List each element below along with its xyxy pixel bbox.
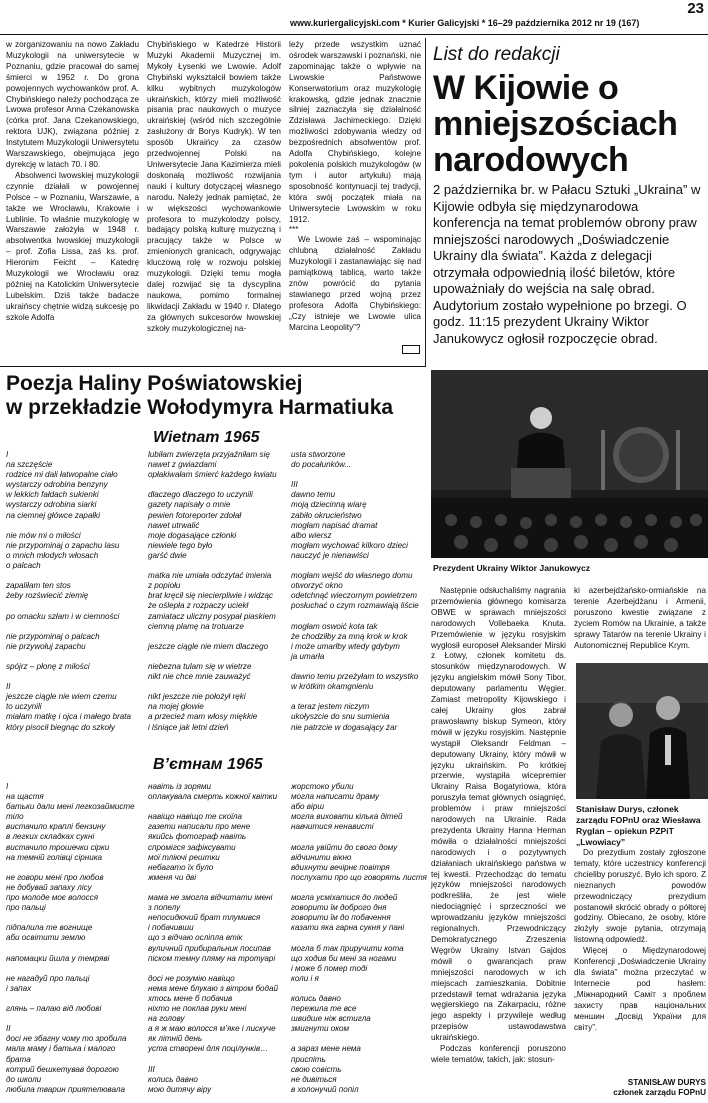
page-number: 23 <box>687 0 704 17</box>
paragraph: Następnie odsłuchaliśmy nagrania przemówienia głównego komisarza OBWE w sprawach mniejszości narodowych Vollebaeka Knuta. Przemówienie w języku rosyjskim wygłosił europoseł Aleksander Mirski z Łotwy, członek komitetu ds. stosunków międzynarodowych. W języku angielskim mówił Sony Tibor, deputowany parlamentu Węgier. Zamiast metropolity Kijowskiego i całej Ukrainy głos zabrał prawosławny biskup Symeon, który mówił w języku rosyjskim. Następnie wystąpił Oleksandr Feldman – deputowany Ukrainy, który mówił w języku ukraińskim. Po krótkiej przerwie, wystąpiła wicepremier Ukrainy Raisa Bogatyriowa, która poruszyła temat głównych osiągnięć, problemów i praw mniejszości narodowych na Ukrainie. Rada prezydenta Ukrainy Hanna Herman mówiła o działalności mniejszości narodowych i o pozytywnych działaniach ukraińskiego państwa w tej kwestii. Przechodząc do tematu języków mniejszości narodowych podkreśliła, że jest wiele niedociągnięć i sprzeczności we wprowadzaniu języków mniejszości regionalnych. Przewodniczący Demokratycznego Zrzeszenia Węgrów Ukrainy Istvan Gajdos mówił o gwarancjach praw mniejszości narodowych w ich miejscach zamieszkania. Dobitnie przedstawił temat wdrażania języka węgierskiego na Zakarpaciu, różne jego aspekty i przywileje według przepisów ustawodawstwa ukraińskiego. <box>431 586 566 1043</box>
letters-headline: W Kijowie o mniejszościach narodowych <box>433 69 678 179</box>
article-column-2 <box>147 40 281 334</box>
paragraph: We Lwowie zaś – wspominając chlubną działalność Zakładu Muzykologii i zastanawiając się nad pamiątkową tablicą, warto także znów powrócić do pytania stawianego przed wojną przez profesora Adolfa Chybińskiego: „Czy istnieje we Lwowie ulica Marcina Leopolity”? <box>289 235 421 332</box>
poem-polish-column-1: I na szczęście rodzice mi dali łatwopalne ciało wystarczy odrobina benzyny w lekkich fałdach sukienki wystarczy odrobina siarki na ciemnej główce zapałki nie mów mi o miłości nie przypominaj o zapachu lasu o mnich młodych włosach o palcach zapaliłam ten stos żeby rozświecić ziemię po omacku szłam i w ciemności nie przypominaj o palcach nie przywołuj zapachu spójrz – płonę z miłości II jeszcze ciągle nie wiem czemu to uczynili miałam matkę i ojca i małego brata który pisocił biegnąc do szkoły <box>6 450 132 732</box>
section-kicker: List do redakcji <box>433 44 560 65</box>
paragraph: Absolwenci lwowskiej muzykologii czynnie działali w powojennej Polsce – w Poznaniu, Warszawie, a także we Wrocławiu, Krakowie i Lublinie. To właśnie muzykologię w Warszawie założyła w 1948 r. absolwentka lwowskiej muzykologii – prof. Zofia Lissa, zaś ks. prof. Hieronim Feicht – Katedrę Muzykologii we Wrocławiu oraz później na Katolickim Uniwersytecie Lubelskim. Dziś także badacze ukraińscy chętnie widzą sukcesję po szkole Adolfa <box>6 170 139 322</box>
letters-body-column-2b <box>574 848 706 1033</box>
photo-delegates <box>576 663 708 799</box>
poem-polish-column-2: lubiłam zwierzęta przyjaźniłam się nawet z gwiazdami opłakiwałam śmierć każdego kwiatu dlaczego dlaczego to uczynili gazety napisały o mnie pewien fotoreporter zdołał nawet utrwalić moje dogasające członki niewiele tego było garść dwie matka nie umiała odczytać imienia z popiołu brat kręcił się niecierpliwie i widząc że oślepła z rozpaczy uciekł zamiatacz uliczny posypał piaskiem ciemną plamę na trotuarze jeszcze ciągle nie miem dlaczego niebezna tulam się w wietrze nikt nie chce mnie zauważyć nikt jeszcze nie położył ręki na mojej głowie a przecież mam włosy miękkie i lśniące jak letni dzień <box>148 450 277 732</box>
running-header: www.kuriergalicyjski.com * Kurier Galicyjski * 16–29 października 2012 nr 19 (167) <box>290 18 640 28</box>
paragraph: ki azerbejdżańsko-ormiańskie na terenie Azerbejdżanu i Armenii, poruszono kwestie związane z życiem Romów na Ukrainie, a także sprawy Tatarów na terenie Ukrainy i Autonomicznej Republice Krym. <box>574 586 706 650</box>
author-signature: STANISŁAW DURYS członek zarządu FOPnU <box>613 1078 706 1097</box>
paragraph: Podczas konferencji poruszono wiele tematów, takich, jak: stosun- <box>431 1044 566 1064</box>
poem-ukrainian-column-2: навіть із зорями оплакувала смерть кожної квітки навіщо навіщо те скоїла газети написали про мене якийсь фотограф навіть спромігся зафіксувати мої тліючі рештки небагато їх було жменя чи дві мама не змогла відчитати імені з попелу непосидючий брат тлумився і побачивши що з відчаю осліпла втік вуличний прибиральник посипав піском темну пляму на тротуарі досі не розумію навіщо нема мене блукаю з вітром бодай хтось мене б побачив ніхто не поклав руки мені на голову а я ж маю волосся м’яке і лискуче як літній день уста створені для поцілунків… III колись давно мою дитячу віру <box>148 782 278 1094</box>
letters-lead: 2 października br. w Pałacu Sztuki „Ukraina” w Kijowie odbyła się międzynarodowa konferencja na temat problemów obrony praw mniejszości narodowych „Doświadczenie Ukrainy dla świata”. Każda z delegacji otrzymała odpowiednią ilość biletów, które upoważniały do wejścia na salę obrad. Audytorium zostało wypełnione po brzegi. O godz. 11:15 prezydent Ukrainy Wiktor Janukowycz ogłosił rozpoczęcie obrad. <box>433 182 701 346</box>
poetry-headline: Poezja Haliny Poświatowskiej w przekładzie Wołodymyra Harmatiuka <box>6 372 394 419</box>
paragraph: w zorganizowaniu na nowo Zakładu Muzykologii na uniwersytecie w Poznaniu, gdzie pracował do samej śmierci w 1952 r. Do grona powojennych wychowanków prof. A. Chybińskiego należy pochodząca ze Lwowa profesor Anna Czekanowska (córka prof. Jana Czekanowskiego, rektora UJK), związana później z Instytutem Muzykologii Uniwersytetu Warszawskiego, obejmująca jego dyrekcję w latach 70. i 80. <box>6 40 139 169</box>
paragraph: Do prezydium zostały zgłoszone tematy, które uczestnicy konferencji chcieliby poruszyć. Było ich sporo. Z nieznanych powodów przewodniczący prezydium postanowił skrócić obrady o półtorej godziny. Obiecano, że osoby, które złożyły swoje pytania, otrzymają listowną odpowiedź. <box>574 848 706 945</box>
article-column-1 <box>6 40 139 324</box>
article-column-3 <box>289 40 421 334</box>
paragraph: Więcej o Międzynarodowej Konferencji „Doświadczenie Ukrainy dla świata” można przeczytać w Internecie pod hasłem: „Міжнародний Саміт з проблем захисту прав національних меншин „Досвід України для світу”. <box>574 946 706 1032</box>
paragraph: Chybińskiego w Katedrze Historii Muzyki Akademii Muzycznej im. Mykoły Łysenki we Lwowie. Adolf Chybiński wykształcił bowiem także kilku wybitnych muzykologów ukraińskich, którzy mieli możliwość pisania prac naukowych o muzyce ukraińskiej (wśród nich szczególnie zasłużony dr Borys Kudryk). W ten sposób Ukraińcy za czasów przedwojennej Polski na Uniwersytecie Jana Kazimierza mieli doskonałą możliwość rozwijania nauki i kultury dotyczącej własnego narodu. Należy jednak pamiętać, że w większości wychowankowie profesora to muzykolodzy polscy, badający polską kulturę muzyczną i pracujący także w Polsce w zmienionych granicach, odgrywając kluczową rolę w rozwoju polskiej muzykologii. Dzięki temu mogła dalej rozwijać się ta dyscyplina naukowa, pomimo formalnej likwidacji Zakładu w 1940 r. Dlatego za głównych sukcesorów lwowskiej szkoły muzykologicznej na- <box>147 40 281 333</box>
poem-polish-column-3: usta stworzone do pocałunków... III dawno temu moją dziecinną wiarę zabiło okrucieństwo mogłam napisać dramat albo wiersz mogłam wychować kilkoro dzieci nauczyć je nienawiści mogłam wejść do własnego domu otworzyć okno odetchnąć wieczornym powietrzem posłuchać o czym rozmawiają liście mogłam oswoić kota tak że chodziłby za mną krok w krok i może umarłby wtedy gdybym ja umarła dawno temu przeżyłam to wszystko w krótkim okamgnieniu a teraz jestem niczym ukołyszcie do snu sumienia nie patrzcie w dogasający żar <box>291 450 419 732</box>
delegates-image <box>576 663 708 799</box>
paragraph: leży przede wszystkim uznać ośrodek warszawski i poznański, nie zapominając także o wpływie na Lwowskie Państwowe Konserwatorium oraz muzykologię krakowską, gdzie jednak znacznie silniej zaznaczyła się działalność Zdzisława Jachimeckiego. Dzięki możliwości zdobywania wiedzy od bezpośrednich absolwentów prof. Adolfa Chybińskiego, kolejne pokolenia polskich muzykologów (w tym i autor artykułu) mają sposobność kontynuacji tej tradycji, która swój początek miała na Uniwersytecie Lwowskim w roku 1912. <box>289 40 421 224</box>
photo-president <box>431 370 708 558</box>
letters-body-column-2 <box>574 586 706 651</box>
poem-ukrainian-column-1: I на щастя батьки дали мені легкозаймисте тіло вистачило краплі бензину в легких складках сукні вистачило трошечки сірки на темній голівці сірника не говори мені про любов не добувай запаху лісу про молоде моє волосся про пальці підпалила те вогнище аби освітити землю напомацки йшла у темряві не нагадуй про пальці і запах глянь – палаю від любові II досі не збагну чому то зробила мала маму і батька і малого брата котрий бешкетував дорогою до школи любила тварин приятелювала <box>6 782 135 1094</box>
conference-stage-image <box>431 370 708 558</box>
letters-body-column-1 <box>431 586 566 1066</box>
photo-caption-delegates: Stanisław Durys, członek zarządu FOPnU oraz Wiesława Ryglan – opiekun PZPiT „Lwowiacy” <box>576 804 701 847</box>
end-of-article-mark <box>402 345 420 354</box>
header-rule <box>0 34 708 35</box>
poem-title-polish: Wietnam 1965 <box>153 429 260 446</box>
poem-title-ukrainian: В’єтнам 1965 <box>153 756 263 773</box>
photo-caption-president: Prezydent Ukrainy Wiktor Janukowycz <box>433 563 591 573</box>
section-break: *** <box>289 225 299 235</box>
section-rule <box>0 366 426 367</box>
poem-ukrainian-column-3: жорстоко убили могла написати драму або вірш могла виховати кілька дітей навчитися ненависті могла увійти до свого дому відчинити вікно вдихнути вечірнє повітря послухати про що говорять листя могла усміхатися до людей говорити їм доброго дня говорити їм до побачення казати яка гарна сукня у пані могла б так приручити кота що ходив би мені за ногами і може б помер тоді коли і я колись давно пережила те все швидше ніж встигла змигнути оком а зараз мене нема приспіть свою совість не дивіться в холонучий попіл <box>291 782 427 1094</box>
